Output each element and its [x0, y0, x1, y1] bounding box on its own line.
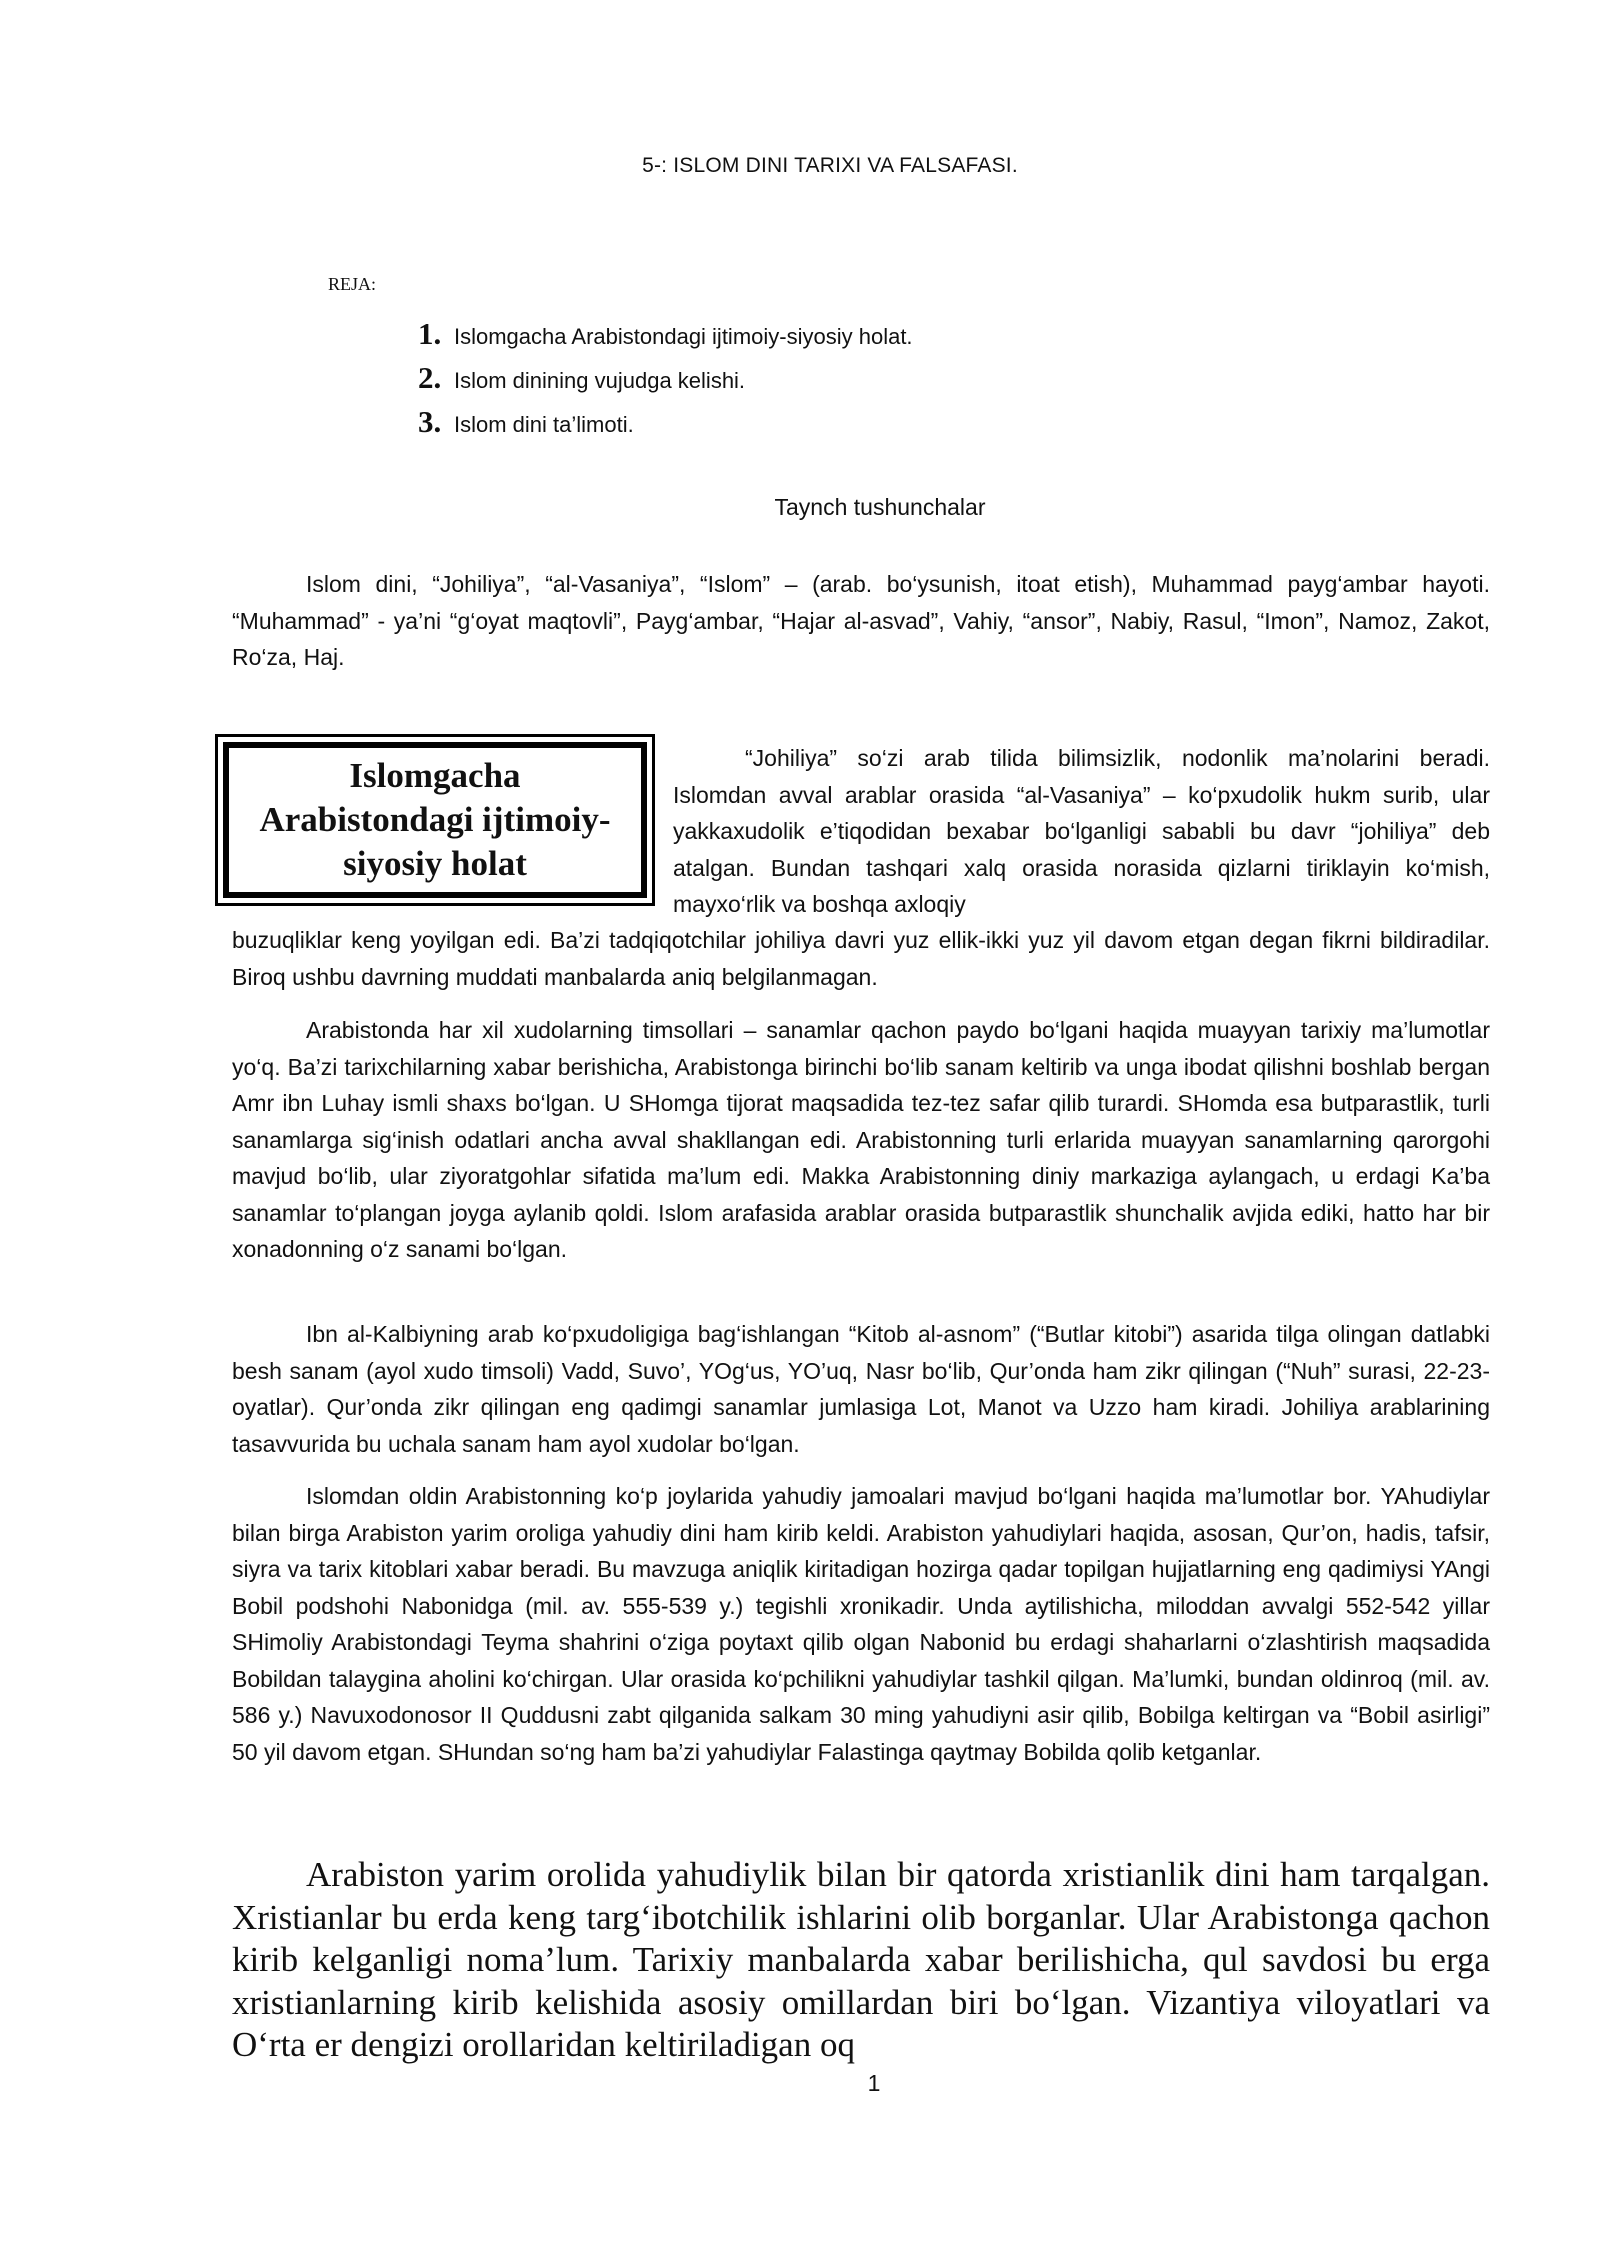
plan-item-number: 3.: [418, 404, 442, 439]
judaism-text: Islomdan oldin Arabistonning ko‘p joylarida yahudiy jamoalari mavjud bo‘lgani haqida ma’lumotlar bor. YAhudiylar bilan birga Arabiston yarim oroliga yahudiy dini ham kirib keldi. Arabiston yahudiylari haqida, asosan, Qur’on, hadis, tafsir, siyra va tarix kitoblari xabar beradi. Bu mavzuga aniqlik kiritadigan hozirga qadar topilgan hujjatlarning eng qadimiysi YAngi Bobil podshohi Nabonidga (mil. av. 555-539 y.) tegishli xronikadir. Unda aytilishicha, miloddan avvalgi 552-542 yillar SHimoliy Arabistondagi Teyma shahrini o‘ziga poytaxt qilib olgan Nabonid bu erdagi shaharlarni o‘zlashtirish maqsadida Bobildan talaygina aholini ko‘chirgan. Ular orasida ko‘pchilikni yahudiylar tashkil qilgan. Ma’lumki, bundan oldinroq (mil. av. 586 y.) Navuxodonosor II Quddusni zabt qilganida salkam 30 ming yahudiyni asir qilib, Bobilga keltirgan va “Bobil asirligi” 50 yil davom etgan. SHundan so‘ng ham ba’zi yahudiylar Falastinga qaytmay Bobilda qolib ketganlar.: [232, 1483, 1490, 1765]
section-heading-line: siyosiy holat: [343, 844, 527, 883]
plan-item-text: Islom dinining vujudga kelishi.: [454, 368, 746, 393]
johiliya-text-part1: “Johiliya” so‘zi arab tilida bilimsizlik, nodonlik ma’nolarini beradi. Islomdan avval arablar orasida “al-Vasaniya” – ko‘pxudolik hukm surib, ular yakkaxudolik e’tiqodidan bexabar bo‘lganligi sababli bu davr “johiliya” deb atalgan. Bundan tashqari xalq orasida norasida qizlarni tiriklayin ko‘mish, mayxo‘rlik va boshqa axloqiy: [673, 745, 1490, 917]
key-concepts-text: Islom dini, “Johiliya”, “al-Vasaniya”, “Islom” – (arab. bo‘ysunish, itoat etish), Muhammad payg‘ambar hayoti. “Muhammad” - ya’ni “g‘oyat maqtovli”, Payg‘ambar, “Hajar al-asvad”, Vahiy, “ansor”, Nabiy, Rasul, “Imon”, Namoz, Zakot, Ro‘za, Haj.: [232, 571, 1490, 670]
idols-paragraph: [232, 1012, 1490, 1268]
judaism-paragraph: [232, 1478, 1490, 1770]
plan-item-text: Islom dini ta’limoti.: [454, 412, 634, 437]
plan-item-number: 2.: [418, 360, 442, 395]
key-concepts-heading: Taynch tushunchalar: [774, 494, 986, 520]
box-inner-frame: [223, 742, 647, 898]
section-heading-text: [250, 754, 621, 886]
plan-item-number: 1.: [418, 316, 442, 351]
plan-item: [418, 360, 913, 404]
christianity-text: Arabiston yarim orolida yahudiylik bilan bir qatorda xristianlik dini ham tarqalgan. Xristianlar bu erda keng targ‘ibotchilik ishlarini olib borganlar. Ular Arabistonga qachon kirib kelganligi noma’lum. Tarixiy manbalarda xabar berilishicha, qul savdosi bu erga xristianlarning kirib kelishida asosiy omillardan biri bo‘lgan. Vizantiya viloyatlari va O‘rta er dengizi orollaridan keltiriladigan oq: [232, 1855, 1490, 2064]
johiliya-paragraph-continued: buzuqliklar keng yoyilgan edi. Ba’zi tadqiqotchilar johiliya davri yuz ellik-ikki yuz yil davom etgan degan fikrni bildiradilar. Biroq ushbu davrning muddati manbalarda aniq belgilanmagan.: [232, 927, 1490, 990]
johiliya-paragraph-wrapped: [673, 740, 1490, 923]
key-concepts-paragraph: [232, 566, 1490, 676]
plan-list: [418, 316, 913, 448]
document-title: 5-: ISLOM DINI TARIXI VA FALSAFASI.: [642, 154, 1018, 177]
plan-item: [418, 404, 913, 448]
section-heading-line: Islomgacha: [349, 756, 521, 795]
kitob-al-asnom-text: Ibn al-Kalbiyning arab ko‘pxudoligiga bag‘ishlangan “Kitob al-asnom” (“Butlar kitobi”) asarida tilga olingan datlabki besh sanam (ayol xudo timsoli) Vadd, Suvo’, YOg‘us, YO’uq, Nasr bo‘lib, Qur’onda ham zikr qilingan (“Nuh” surasi, 22-23-oyatlar). Qur’onda zikr qilingan eng qadimgi sanamlar jumlasiga Lot, Manot va Uzzo ham kiradi. Johiliya arablarining tasavvurida bu uchala sanam ham ayol xudolar bo‘lgan.: [232, 1321, 1490, 1457]
plan-label: REJA:: [328, 274, 377, 294]
christianity-paragraph: [232, 1854, 1490, 2067]
section-heading-line: Arabistondagi ijtimoiy-: [259, 800, 611, 839]
kitob-al-asnom-paragraph: [232, 1316, 1490, 1462]
section-heading-box: [215, 734, 655, 906]
plan-item: [418, 316, 913, 360]
idols-text: Arabistonda har xil xudolarning timsollari – sanamlar qachon paydo bo‘lgani haqida muayyan tarixiy ma’lumotlar yo‘q. Ba’zi tarixchilarning xabar berishicha, Arabistonga birinchi bo‘lib sanam keltirib va unga ibodat qilishni boshlab bergan Amr ibn Luhay ismli shaxs bo‘lgan. U SHomga tijorat maqsadida tez-tez safar qilib turardi. SHomda esa butparastlik, turli sanamlarga sig‘inish odatlari ancha avval shakllangan edi. Arabistonning turli erlarida muayyan sanamlarning qarorgohi mavjud bo‘lib, ular ziyoratgohlar sifatida ma’lum edi. Makka Arabistonning diniy markaziga aylangach, u erdagi Ka’ba sanamlar to‘plangan joyga aylanib qoldi. Islom arafasida arablar orasida butparastlik shunchalik avjida ediki, hatto har bir xonadonning o‘z sanami bo‘lgan.: [232, 1017, 1490, 1262]
page-number: 1: [867, 2070, 881, 2096]
plan-item-text: Islomgacha Arabistondagi ijtimoiy-siyosiy holat.: [454, 324, 913, 349]
